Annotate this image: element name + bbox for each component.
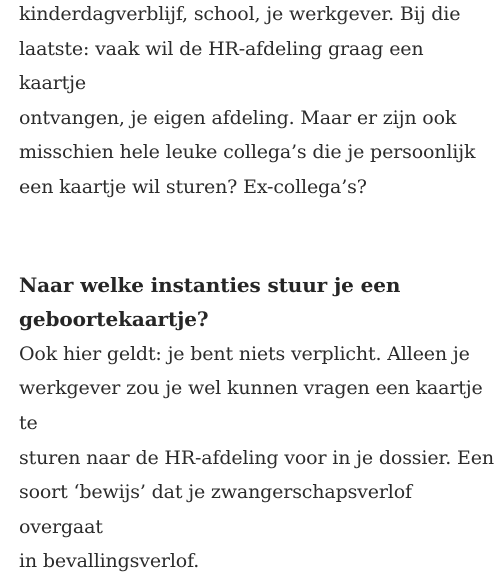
paragraph-niets-verplicht: Ook hier geldt: je bent niets verplicht. Alleen je werkgever zou je wel kunnen vragen een kaartje te sturen naar de HR-afdeling voor in je dossier. Een soort ‘bewijs’ dat je zwangerschapsverlof overgaat in bevallingsverlof.	[19, 342, 494, 573]
paragraph-werkgever-kaartje: kinderdagverblijf, school, je werkgever. Bij die laatste: vaak wil de HR-afdeling graag een kaartje ontvangen, je eigen afdeling. Maar er zijn ook misschien hele leuke collega’s die je persoonlijk een kaartje wil sturen? Ex-collega’s?	[19, 3, 476, 198]
section-heading-instanties: Naar welke instanties stuur je een geboortekaartje?	[19, 272, 401, 332]
article-body	[19, 0, 494, 579]
paragraph-spacing	[19, 205, 494, 268]
